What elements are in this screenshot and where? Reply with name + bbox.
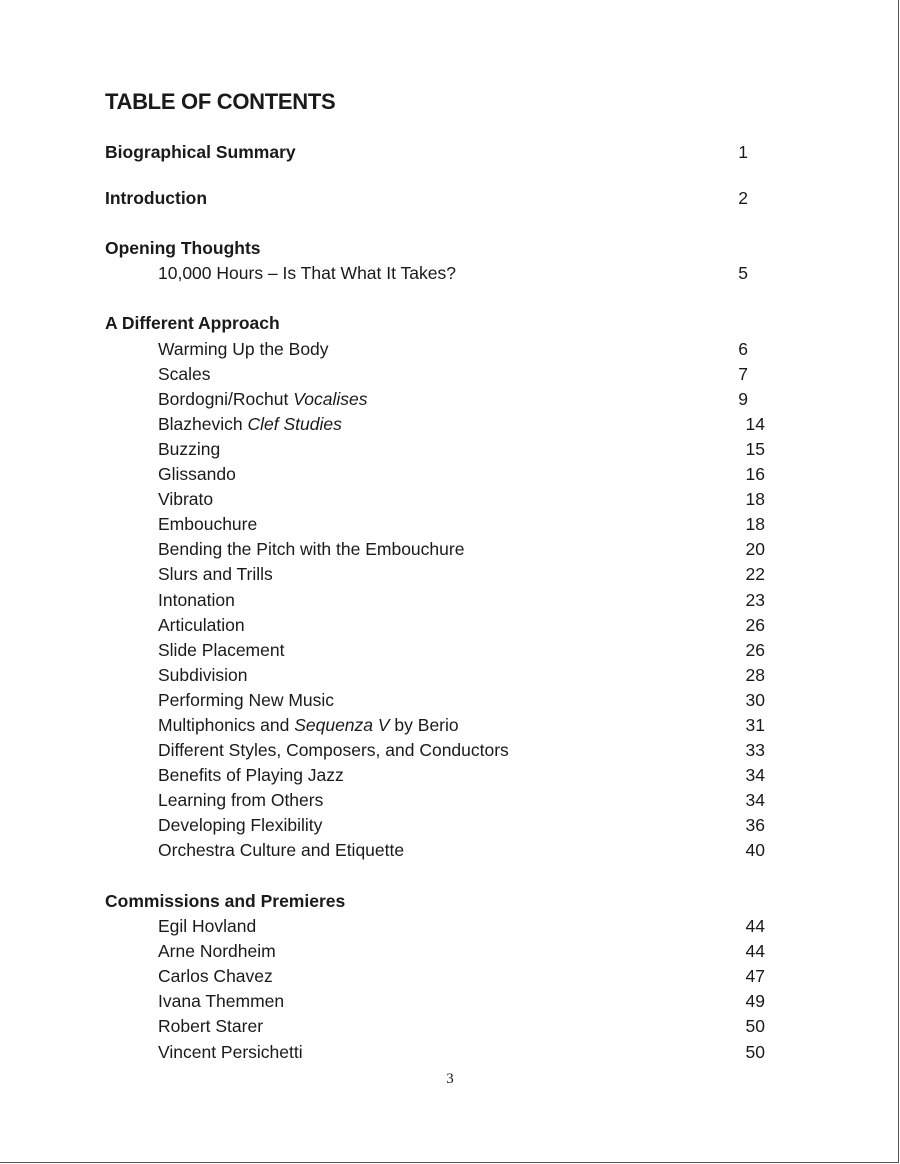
toc-page-number: 40 [745,840,765,861]
toc-item[interactable] [105,763,765,788]
page-number-footer: 3 [446,1071,454,1087]
toc-page-number: 34 [745,765,765,786]
toc-item[interactable] [105,1014,765,1039]
toc-item-label: Different Styles, Composers, and Conductors [158,740,509,761]
toc-item-label: Orchestra Culture and Etiquette [158,840,405,861]
toc-heading-label: Opening Thoughts [105,238,261,258]
toc-item-label: Intonation [158,589,235,610]
toc-item-label: Developing Flexibility [158,815,323,836]
toc-heading[interactable] [105,140,765,165]
toc-item[interactable] [105,337,765,362]
toc-section-introduction [105,186,765,211]
toc-item-label-italic: Sequenza V [294,715,390,735]
toc-page-number: 33 [745,740,765,761]
toc-item-label-italic: Clef Studies [247,413,342,434]
toc-page-number: 20 [745,539,765,560]
toc-item-label: Warming Up the Body [158,338,329,359]
toc-page-number: 16 [745,464,765,485]
toc-item-label: Articulation [158,614,245,635]
toc-heading[interactable] [105,236,765,261]
toc-page-number: 28 [745,664,765,685]
toc-item[interactable] [105,788,765,813]
toc-item-label-italic: Vocalises [293,388,368,409]
toc-heading[interactable] [105,311,765,336]
toc-item-label: 10,000 Hours – Is That What It Takes? [158,263,456,284]
toc-page-number: 14 [745,413,765,434]
toc-item-label: Carlos Chavez [158,966,273,987]
toc-item-label [158,412,342,437]
toc-item-label-text: Bordogni/Rochut [158,388,294,409]
toc-item[interactable] [105,512,765,537]
toc-item[interactable] [105,1040,765,1065]
toc-heading-label: Commissions and Premieres [105,891,346,911]
toc-item-label-suffix: by Berio [389,715,459,735]
toc-item-label: Benefits of Playing Jazz [158,765,344,786]
toc-heading[interactable] [105,186,765,211]
toc-item[interactable] [105,964,765,989]
toc-item-label-text: Blazhevich [158,413,248,434]
toc-heading-label: Introduction [105,188,208,208]
toc-item[interactable] [105,813,765,838]
toc-page-number: 23 [745,589,765,610]
toc-item[interactable] [105,939,765,964]
toc-item[interactable] [105,713,765,738]
toc-page-number: 6 [738,338,748,359]
toc-page-number: 5 [738,263,748,284]
toc-item-label: Vibrato [158,489,214,510]
toc-item-label: Glissando [158,464,236,485]
toc-item-label: Buzzing [158,438,221,459]
toc-item[interactable] [105,688,765,713]
toc-page-number: 50 [745,1041,765,1062]
toc-item[interactable] [105,738,765,763]
toc-page-number: 2 [738,188,748,208]
toc-item[interactable] [105,362,765,387]
toc-page-number: 9 [738,388,748,409]
toc-page-number: 50 [745,1016,765,1037]
toc-page-number: 18 [745,489,765,510]
toc-item-label [158,713,459,738]
toc-page-number: 26 [745,639,765,660]
toc-item-label: Ivana Themmen [158,991,285,1012]
toc-page-number: 36 [745,815,765,836]
toc-section-biographical-summary [105,140,765,165]
toc-page-number: 15 [745,438,765,459]
toc-item[interactable] [105,437,765,462]
toc-item-label-text: Multiphonics and [158,715,295,735]
toc-item[interactable] [105,261,765,286]
toc-page-number: 31 [745,715,765,735]
toc-item-label: Embouchure [158,514,258,535]
toc-item-label [158,387,367,412]
toc-item[interactable] [105,989,765,1014]
toc-item[interactable] [105,588,765,613]
toc-page-number: 47 [745,966,765,987]
toc-item-label: Scales [158,363,211,384]
toc-heading[interactable] [105,889,765,914]
toc-heading-label: Biographical Summary [105,142,296,162]
toc-item[interactable] [105,412,765,437]
toc-item-label: Bending the Pitch with the Embouchure [158,539,465,560]
toc-page-number: 22 [745,564,765,585]
toc-heading-label: A Different Approach [105,313,280,333]
toc-item-label: Learning from Others [158,790,324,811]
toc-item[interactable] [105,613,765,638]
toc-item-label: Robert Starer [158,1016,264,1037]
toc-item[interactable] [105,562,765,587]
toc-item[interactable] [105,914,765,939]
toc-item[interactable] [105,663,765,688]
toc-item[interactable] [105,462,765,487]
toc-item-label: Subdivision [158,664,248,685]
toc-page-number: 49 [745,991,765,1012]
toc-page-number: 34 [745,790,765,811]
toc-item[interactable] [105,838,765,863]
toc-page-number: 18 [745,514,765,535]
toc-section-opening-thoughts [105,236,765,286]
toc-item-label: Performing New Music [158,689,335,710]
toc-item[interactable] [105,537,765,562]
toc-section-a-different-approach [105,311,765,864]
toc-item[interactable] [105,638,765,663]
toc-item[interactable] [105,387,765,412]
toc-item-label: Slurs and Trills [158,564,273,585]
toc-item-label: Egil Hovland [158,916,257,937]
toc-page-number: 26 [745,614,765,635]
page-title: TABLE OF CONTENTS [105,89,336,114]
toc-item[interactable] [105,487,765,512]
toc-page-number: 1 [738,142,748,162]
toc-page-number: 7 [738,363,748,384]
toc-page-number: 44 [745,916,765,937]
toc-item-label: Arne Nordheim [158,941,276,962]
toc-item-label: Slide Placement [158,639,285,660]
toc-page-number: 44 [745,941,765,962]
toc-item-label: Vincent Persichetti [158,1041,303,1062]
toc-section-commissions-and-premieres [105,889,765,1065]
toc-page-number: 30 [745,689,765,710]
